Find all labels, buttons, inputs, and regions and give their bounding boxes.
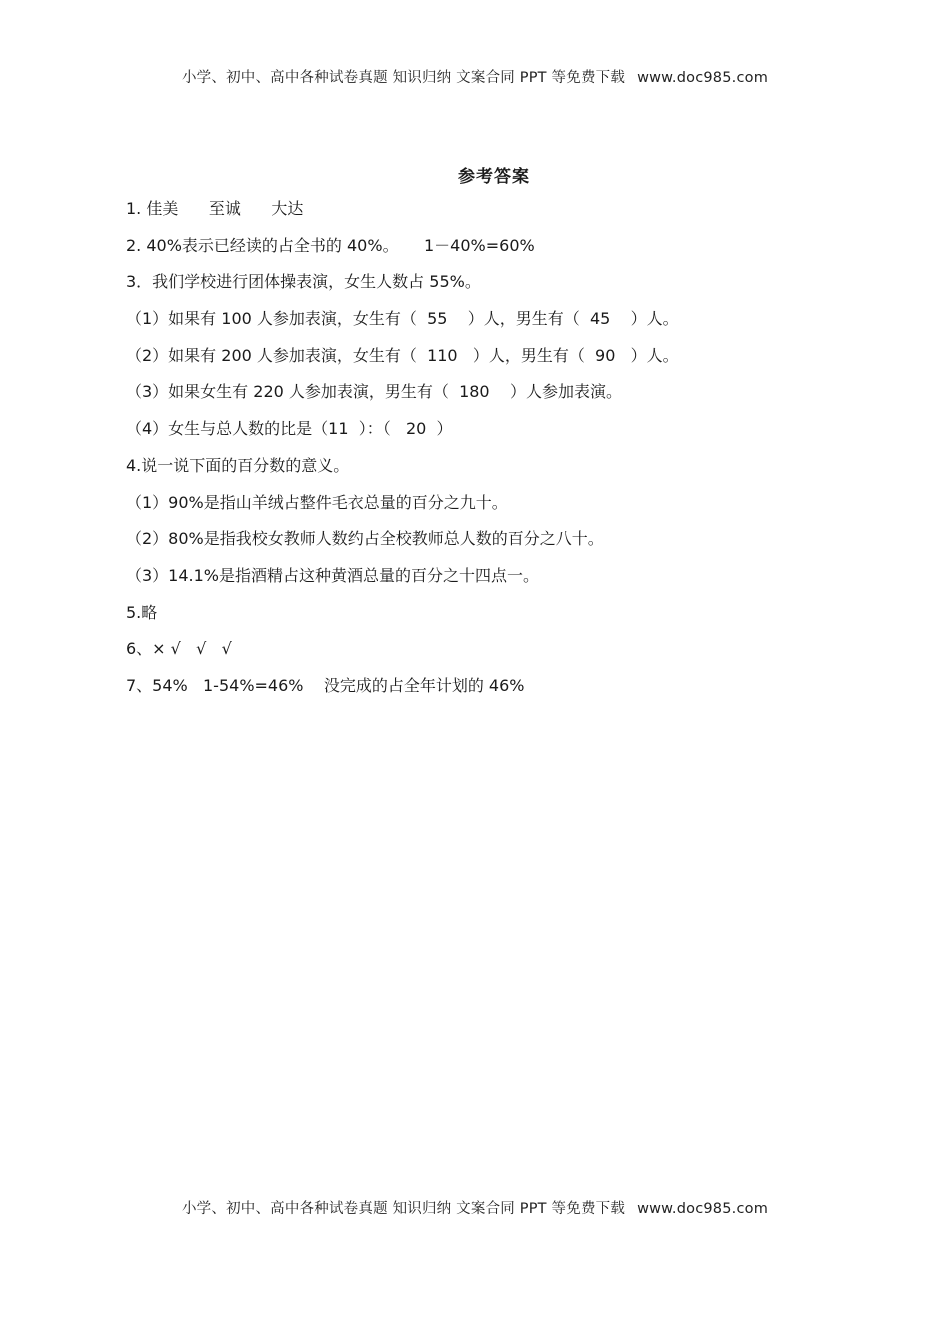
footer-text: 小学、初中、高中各种试卷真题 知识归纳 文案合同 PPT 等免费下载 xyxy=(181,1201,626,1217)
page-title: 参考答案 xyxy=(458,167,530,187)
answer-line-4: 4.说一说下面的百分数的意义。 xyxy=(126,455,350,475)
header-url[interactable]: www.doc985.com xyxy=(637,70,769,86)
answer-line-5: 5.略 xyxy=(126,602,158,622)
answer-line-4-2: （2）80%是指我校女教师人数约占全校教师总人数的百分之八十。 xyxy=(126,529,604,549)
answer-line-4-1: （1）90%是指山羊绒占整件毛衣总量的百分之九十。 xyxy=(126,492,508,512)
page-footer xyxy=(0,1197,950,1218)
answer-line-1: 1. 佳美 至诚 大达 xyxy=(126,199,304,218)
answer-list xyxy=(126,197,846,711)
footer-url[interactable]: www.doc985.com xyxy=(637,1201,769,1217)
answer-line-3-4: （4）女生与总人数的比是（11 ）：（ 20 ） xyxy=(126,419,453,439)
answer-line-7: 7、54% 1-54%=46% 没完成的占全年计划的 46% xyxy=(126,675,525,695)
answer-line-3-3: （3）如果女生有 220 人参加表演，男生有（ 180 ）人参加表演。 xyxy=(126,382,622,402)
answer-line-6: 6、× √ √ √ xyxy=(126,639,232,659)
header-text: 小学、初中、高中各种试卷真题 知识归纳 文案合同 PPT 等免费下载 xyxy=(181,70,626,86)
answer-line-2: 2. 40%表示已经读的占全书的 40%。 1－40%=60% xyxy=(126,235,535,255)
answer-line-3-1: （1）如果有 100 人参加表演，女生有（ 55 ）人，男生有（ 45 ）人。 xyxy=(126,309,679,329)
answer-line-3-2: （2）如果有 200 人参加表演，女生有（ 110 ）人，男生有（ 90 ）人。 xyxy=(126,345,679,365)
answer-line-4-3: （3）14.1%是指酒精占这种黄酒总量的百分之十四点一。 xyxy=(126,565,540,585)
page-header xyxy=(0,66,950,87)
answer-line-3: 3．我们学校进行团体操表演，女生人数占 55%。 xyxy=(126,272,481,292)
